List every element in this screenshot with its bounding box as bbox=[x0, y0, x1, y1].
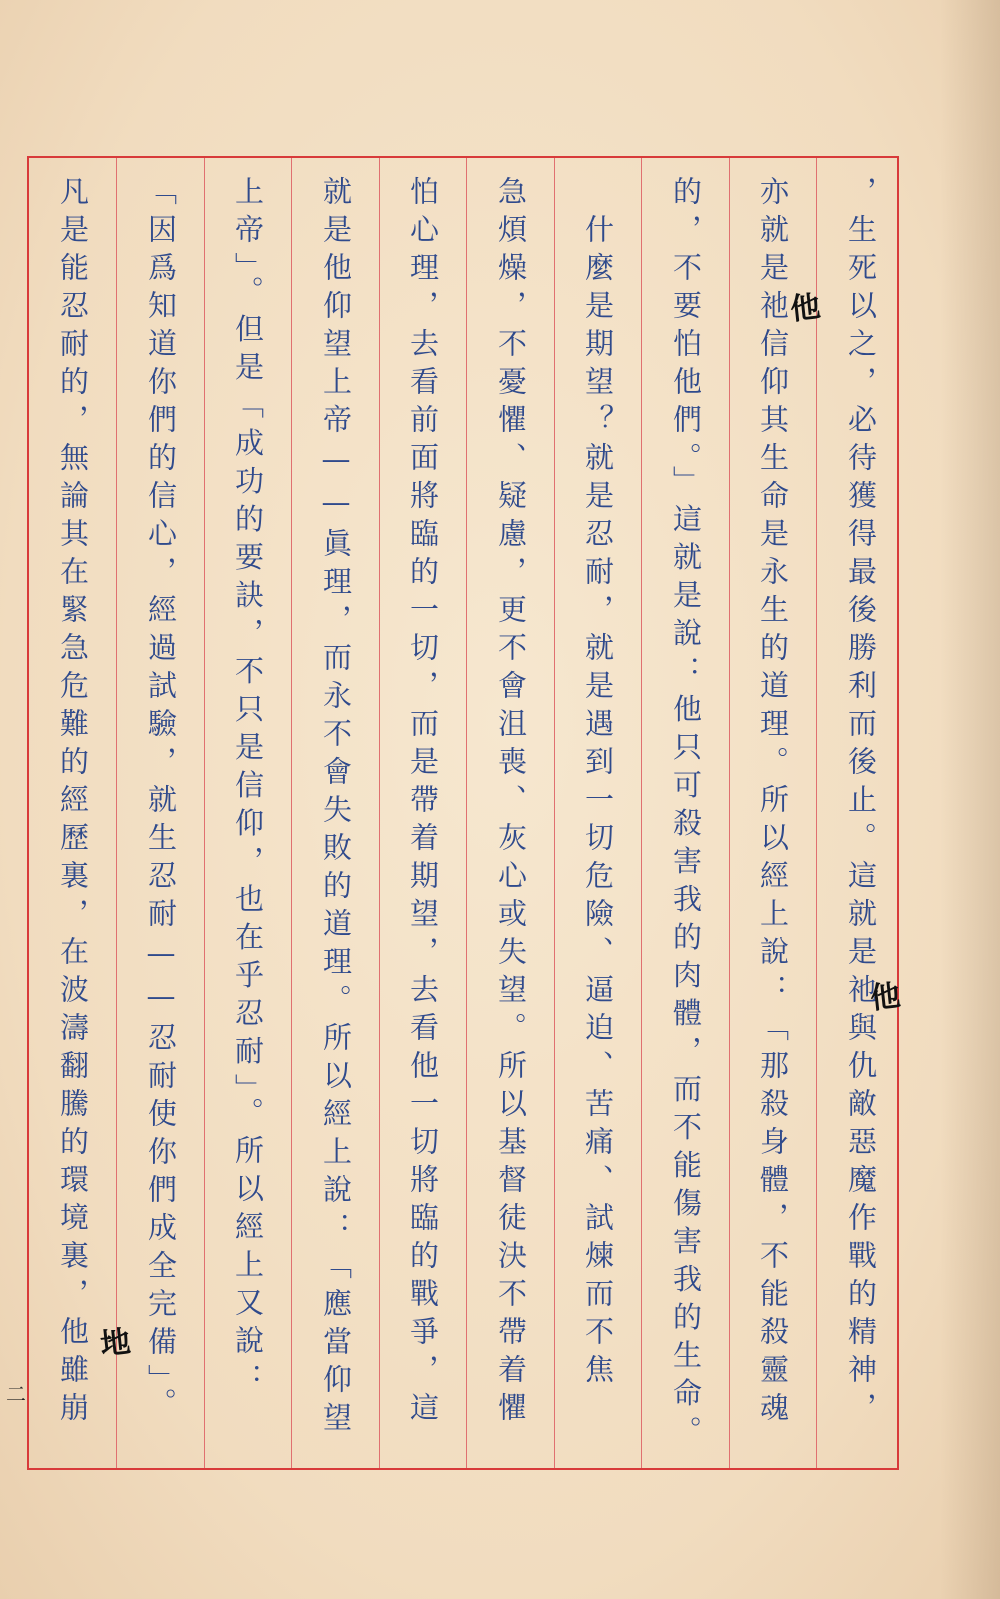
text-column-2: 亦就是祂信仰其生命是永生的道理。所以經上說：「那殺身體，不能殺靈魂 bbox=[756, 176, 790, 1430]
handwritten-annotation: 地 bbox=[98, 1324, 133, 1363]
text-column-5: 急煩燥，不憂懼、疑慮，更不會沮喪、灰心或失望。所以基督徒決不帶着懼 bbox=[494, 176, 528, 1430]
text-column-4: 什麼是期望？就是忍耐，就是遇到一切危險、逼迫、苦痛、試煉而不焦 bbox=[581, 176, 615, 1392]
column-divider bbox=[816, 158, 817, 1468]
column-divider bbox=[291, 158, 292, 1468]
text-column-3: 的，不要怕他們。」這就是說：他只可殺害我的肉體，而不能傷害我的生命。 bbox=[669, 176, 703, 1454]
text-column-6: 怕心理，去看前面將臨的一切，而是帶着期望，去看他一切將臨的戰爭，這 bbox=[406, 176, 440, 1430]
column-divider bbox=[116, 158, 117, 1468]
text-frame bbox=[27, 156, 899, 1470]
text-column-8: 上帝」。但是「成功的要訣，不只是信仰，也在乎忍耐」。所以經上又說： bbox=[231, 176, 265, 1401]
text-column-1: ，生死以之，必待獲得最後勝利而後止。這就是祂與仇敵惡魔作戰的精神， bbox=[844, 176, 878, 1430]
page-edge-shadow bbox=[940, 0, 1000, 1599]
column-divider bbox=[554, 158, 555, 1468]
column-divider bbox=[729, 158, 730, 1468]
column-divider bbox=[641, 158, 642, 1468]
text-column-9: 「因爲知道你們的信心，經過試驗，就生忍耐——忍耐使你們成全完備」。 bbox=[144, 176, 178, 1426]
column-divider bbox=[204, 158, 205, 1468]
column-divider bbox=[379, 158, 380, 1468]
text-column-10: 凡是能忍耐的，無論其在緊急危難的經歷裏，在波濤翻騰的環境裏，他雖崩 bbox=[56, 176, 90, 1430]
page-number: 二 bbox=[6, 1382, 26, 1406]
handwritten-annotation: 他 bbox=[788, 289, 823, 328]
handwritten-annotation: 他 bbox=[868, 978, 903, 1017]
column-divider bbox=[466, 158, 467, 1468]
text-column-7: 就是他仰望上帝——眞理，而永不會失敗的道理。所以經上說：「應當仰望 bbox=[319, 176, 353, 1440]
